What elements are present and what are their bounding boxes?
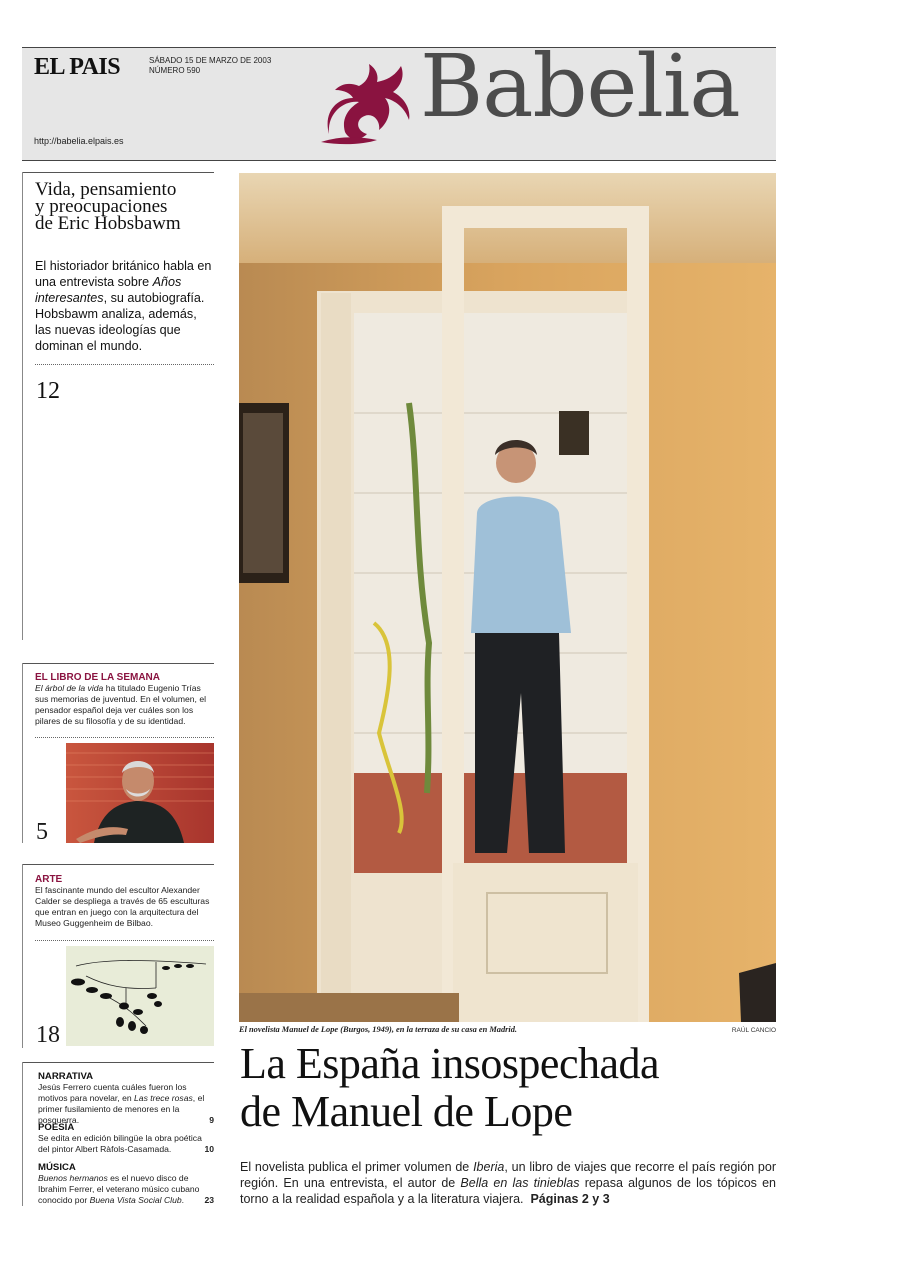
brief-page: 10 bbox=[204, 1144, 214, 1154]
section-kicker: ARTE bbox=[35, 874, 63, 885]
masthead bbox=[22, 37, 776, 161]
newspaper-name: EL PAIS bbox=[34, 54, 121, 80]
section-kicker: EL LIBRO DE LA SEMANA bbox=[35, 672, 161, 683]
page-number: 5 bbox=[36, 819, 48, 845]
libro-semana-teaser[interactable] bbox=[35, 672, 214, 727]
divider bbox=[35, 364, 214, 365]
teaser-text: El árbol de la vida ha titulado Eugenio Trías sus memorias de juventud. En el volumen, el pensador español deja ver cuáles son los pilares de su filosofía y de su identidad. bbox=[35, 683, 207, 726]
sidebar-top-vrule bbox=[22, 172, 23, 640]
brief-poesia[interactable]: POESÍA Se edita en edición bilingüe la obra poética del pintor Albert Ràfols-Casamada. 10 bbox=[38, 1122, 214, 1154]
page-number: 18 bbox=[36, 1022, 60, 1048]
brief-narrativa[interactable]: NARRATIVA Jesús Ferrero cuenta cuáles fueron los motivos para novelar, en Las trece rosas, el primer fusilamiento de menores en la posguerra. 9 bbox=[38, 1071, 214, 1125]
issue-number: NÚMERO 590 bbox=[149, 66, 201, 75]
main-standfirst: El novelista publica el primer volumen de Iberia, un libro de viajes que recorre el país región por región. En una entrevista, el autor de Bella en las tinieblas repasa algunos de los tópicos en torno a la realidad española y a la literatura viajera. Páginas 2 y 3 bbox=[240, 1160, 776, 1206]
libro-vrule bbox=[22, 663, 23, 843]
manuel-de-lope-photo bbox=[239, 173, 776, 1022]
page-reference[interactable]: Páginas 2 y 3 bbox=[530, 1192, 610, 1206]
arte-vrule bbox=[22, 864, 23, 1048]
main-headline[interactable]: La España insospechada de Manuel de Lope bbox=[240, 1039, 660, 1136]
divider bbox=[35, 737, 214, 738]
photo-caption: El novelista Manuel de Lope (Burgos, 1949), en la terraza de su casa en Madrid. bbox=[239, 1025, 518, 1034]
briefs-vrule bbox=[22, 1062, 23, 1206]
sidebar-feature-title[interactable]: Vida, pensamiento y preocupaciones de Eric Hobsbawm bbox=[35, 179, 181, 234]
dateline bbox=[149, 56, 271, 76]
author-portrait-photo bbox=[66, 743, 214, 843]
brief-text: Jesús Ferrero cuenta cuáles fueron los motivos para novelar, en Las trece rosas, el primer fusilamiento de menores en la posguerra. 9 bbox=[38, 1082, 214, 1125]
brief-text: Se edita en edición bilingüe la obra poética del pintor Albert Ràfols-Casamada. 10 bbox=[38, 1133, 214, 1154]
website-url[interactable]: http://babelia.elpais.es bbox=[34, 136, 124, 146]
brief-page: 9 bbox=[209, 1115, 214, 1125]
issue-date: SÁBADO 15 DE MARZO DE 2003 bbox=[149, 56, 272, 65]
briefs-rule bbox=[22, 1062, 214, 1063]
sidebar-top-rule bbox=[22, 172, 214, 173]
brief-text: Buenos hermanos es el nuevo disco de Ibrahim Ferrer, el veterano músico cubano conocido por Buena Vista Social Club. 23 bbox=[38, 1173, 214, 1205]
sidebar-feature-summary: El historiador británico habla en una entrevista sobre Años interesantes, su autobiografía. Hobsbawm analiza, además, las nuevas ideologías que dominan el mundo. bbox=[35, 259, 212, 353]
section-title: Babelia bbox=[420, 37, 740, 137]
arte-teaser[interactable] bbox=[35, 874, 214, 929]
page-number: 12 bbox=[36, 378, 60, 404]
brief-page: 23 bbox=[204, 1195, 214, 1205]
libro-rule bbox=[22, 663, 214, 664]
babelia-flower-logo-icon bbox=[319, 62, 415, 146]
calder-mobile-photo bbox=[66, 946, 214, 1046]
teaser-text: El fascinante mundo del escultor Alexander Calder se despliega a través de 65 esculturas que entran en juego con la arquitectura del Museo Guggenheim de Bilbao. bbox=[35, 885, 210, 928]
divider bbox=[35, 940, 214, 941]
photo-credit: RAÚL CANCIO bbox=[731, 1027, 776, 1034]
brief-musica[interactable]: MÚSICA Buenos hermanos es el nuevo disco de Ibrahim Ferrer, el veterano músico cubano conocido por Buena Vista Social Club. 23 bbox=[38, 1162, 214, 1205]
arte-rule bbox=[22, 864, 214, 865]
